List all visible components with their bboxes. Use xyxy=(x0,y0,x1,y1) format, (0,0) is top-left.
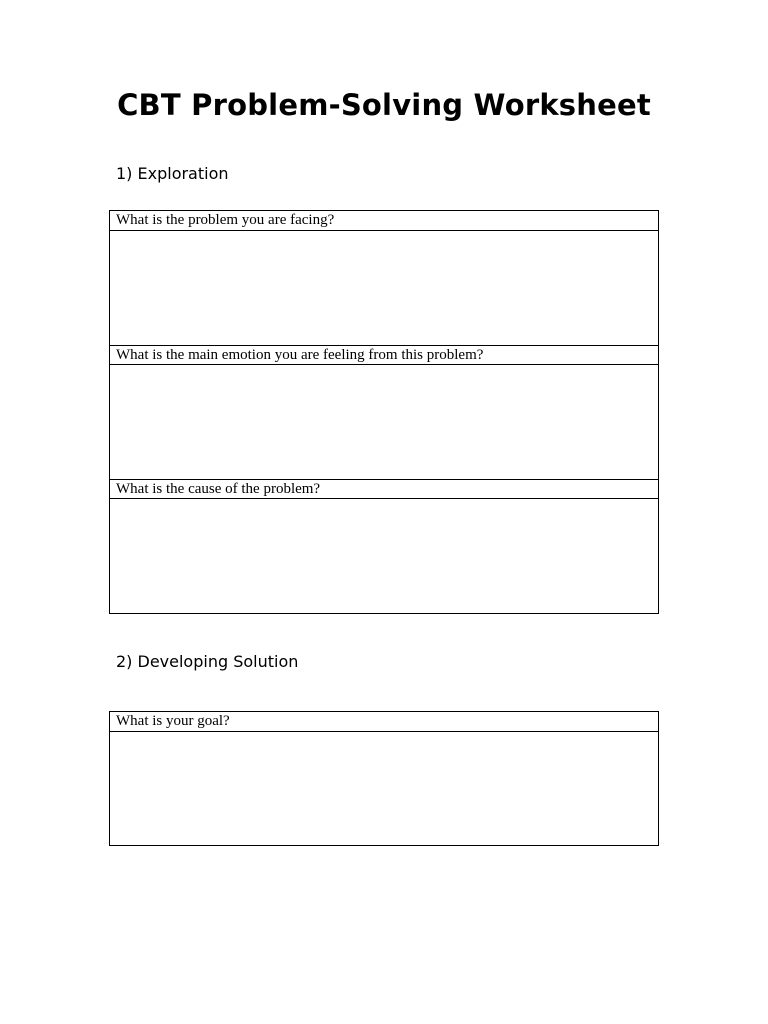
question-emotion: What is the main emotion you are feeling from this problem? xyxy=(110,345,658,365)
section-heading-exploration: 1) Exploration xyxy=(116,164,229,183)
answer-field-emotion[interactable] xyxy=(110,365,658,479)
question-goal: What is your goal? xyxy=(110,712,658,732)
question-cause: What is the cause of the problem? xyxy=(110,479,658,499)
developing-solution-table xyxy=(109,711,659,846)
question-problem: What is the problem you are facing? xyxy=(110,211,658,231)
exploration-table xyxy=(109,210,659,614)
answer-field-goal[interactable] xyxy=(110,732,658,845)
answer-field-cause[interactable] xyxy=(110,499,658,613)
answer-field-problem[interactable] xyxy=(110,231,658,345)
section-heading-developing-solution: 2) Developing Solution xyxy=(116,652,299,671)
worksheet-title: CBT Problem-Solving Worksheet xyxy=(117,88,651,122)
